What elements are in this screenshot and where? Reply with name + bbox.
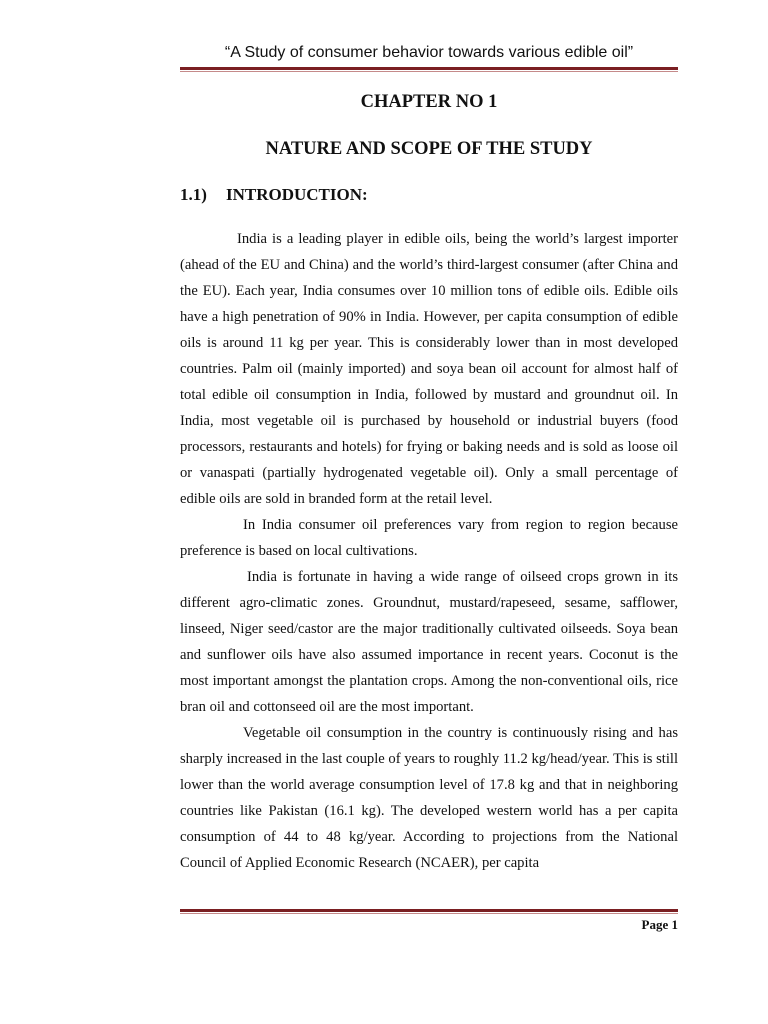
body-text	[180, 226, 678, 876]
paragraph: India is a leading player in edible oils, being the world’s largest importer (ahead of the EU and China) and the world’s third-largest consumer (after China and the EU). Each year, India consumes over 10 million tons of edible oils. Edible oils have a high penetration of 90% in India. However, per capita consumption of edible oils is around 11 kg per year. This is considerably lower than in most developed countries. Palm oil (mainly imported) and soya bean oil account for almost half of total edible oil consumption in India, followed by mustard and groundnut oil. In India, most vegetable oil is purchased by household or industrial buyers (food processors, restaurants and hotels) for frying or baking needs and is sold as loose oil or vanaspati (partially hydrogenated vegetable oil). Only a small percentage of edible oils are sold in branded form at the retail level.	[180, 231, 678, 507]
running-header-title: “A Study of consumer behavior towards various edible oil”	[224, 44, 634, 61]
paragraph: India is fortunate in having a wide range of oilseed crops grown in its different agro-climatic zones. Groundnut, mustard/rapeseed, sesame, safflower, linseed, Niger seed/castor are the major traditionally cultivated oilseeds. Soya bean and sunflower oils have also assumed importance in recent years. Coconut is the most important amongst the plantation crops. Among the non-conventional oils, rice bran oil and cottonseed oil are the most important.	[180, 569, 678, 715]
section-title: INTRODUCTION:	[226, 185, 368, 204]
chapter-subtitle: NATURE AND SCOPE OF THE STUDY	[265, 139, 593, 159]
paragraph: Vegetable oil consumption in the country is continuously rising and has sharply increased in the last couple of years to roughly 11.2 kg/head/year. This is still lower than the world average consumption level of 17.8 kg and that in neighboring countries like Pakistan (16.1 kg). The developed western world has a per capita consumption of 44 to 48 kg/year. According to projections from the National Council of Applied Economic Research (NCAER), per capita	[180, 725, 678, 871]
chapter-title: CHAPTER NO 1	[360, 92, 498, 112]
page-number: Page 1	[641, 917, 678, 932]
section-heading	[180, 185, 368, 205]
header-divider	[180, 67, 678, 72]
section-number: 1.1)	[180, 185, 207, 204]
footer-divider	[180, 909, 678, 914]
paragraph: In India consumer oil preferences vary from region to region because preference is based on local cultivations.	[180, 517, 678, 559]
